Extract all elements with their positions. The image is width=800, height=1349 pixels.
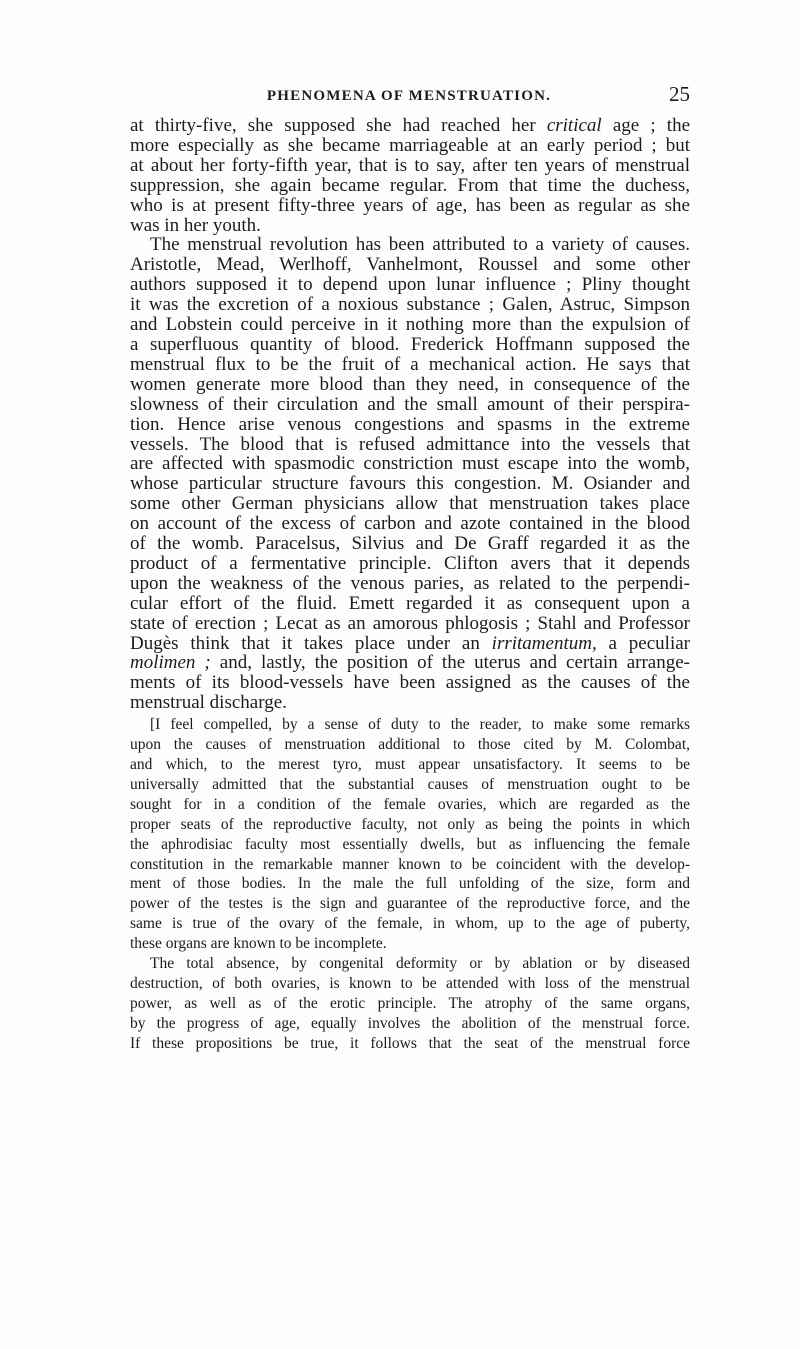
note-line: If these propositions be true, it follows that the seat of the menstrual force [130,1034,690,1052]
text-line: are affected with spasmodic constriction must escape into the womb, [130,453,690,475]
text-line: tion. Hence arise venous congestions and spasms in the extreme [130,413,690,435]
text-line: state of erection ; Lecat as an amorous phlogosis ; Stahl and Professor [130,612,690,634]
note-line: universally admitted that the substantial causes of menstruation ought to be [130,775,690,793]
text-line: Dugès think that it takes place under an irritamentum, a peculiar [130,632,690,654]
text-line: more especially as she became marriageable at an early period ; but [130,134,690,156]
text-line: molimen ; and, lastly, the position of the uterus and certain arrange- [130,652,690,674]
text-line: cular effort of the fluid. Emett regarded it as consequent upon a [130,592,690,614]
text-line: who is at present fifty-three years of age, has been as regular as she [130,194,690,216]
text-line: a superfluous quantity of blood. Frederick Hoffmann supposed the [130,333,690,355]
note-line: destruction, of both ovaries, is known to be attended with loss of the menstrual [130,974,690,992]
text-line: of the womb. Paracelsus, Silvius and De Graff regarded it as the [130,533,690,555]
text-line: Aristotle, Mead, Werlhoff, Vanhelmont, Roussel and some other [130,254,690,276]
text-line: slowness of their circulation and the small amount of their perspira- [130,393,690,415]
text-line: ments of its blood-vessels have been assigned as the causes of the [130,672,690,694]
note-paragraph-1 [130,715,690,954]
note-line: The total absence, by congenital deformity or by ablation or by diseased [150,955,690,973]
text-line: authors supposed it to depend upon lunar influence ; Pliny thought [130,274,690,296]
running-head [130,84,688,108]
paragraph-2 [130,235,690,713]
note-line: same is true of the ovary of the female, in whom, up to the age of puberty, [130,915,690,933]
note-line: ment of those bodies. In the male the full unfolding of the size, form and [130,875,690,893]
text-line: some other German physicians allow that menstruation takes place [130,493,690,515]
note-line: the aphrodisiac faculty most essentially dwells, but as influencing the female [130,835,690,853]
paragraph-1 [130,116,690,235]
text-line: product of a fermentative principle. Clifton avers that it depends [130,552,690,574]
note-line: [I feel compelled, by a sense of duty to the reader, to make some remarks [150,716,690,734]
text-line: menstrual discharge. [130,692,287,714]
editor-note [130,715,690,1053]
text-line: and Lobstein could perceive in it nothing more than the expulsion of [130,314,690,336]
text-line: it was the excretion of a noxious substance ; Galen, Astruc, Simpson [130,294,690,316]
note-line: proper seats of the reproductive faculty, not only as being the points in which [130,815,690,833]
note-line: and which, to the merest tyro, must appear unsatisfactory. It seems to be [130,756,690,773]
text-line: suppression, she again became regular. From that time the duchess, [130,174,690,196]
page-number: 25 [669,82,690,106]
note-line: these organs are known to be incomplete. [130,935,387,953]
text-line: whose particular structure favours this congestion. M. Osiander and [130,473,690,495]
text-line: The menstrual revolution has been attributed to a variety of causes. [150,234,690,256]
note-line: constitution in the remarkable manner known to be coincident with the develop- [130,855,690,873]
note-paragraph-2 [130,954,690,1054]
note-line: power of the testes is the sign and guarantee of the reproductive force, and the [130,895,690,913]
text-line: upon the weakness of the venous paries, as related to the perpendi- [130,572,690,594]
text-line: vessels. The blood that is refused admittance into the vessels that [130,433,690,455]
note-line: sought for in a condition of the female ovaries, which are regarded as the [130,795,690,813]
text-line: on account of the excess of carbon and azote contained in the blood [130,513,690,535]
text-line: menstrual flux to be the fruit of a mechanical action. He says that [130,353,690,375]
note-line: power, as well as of the erotic principle. The atrophy of the same organs, [130,994,690,1012]
note-line: upon the causes of menstruation additional to those cited by M. Colombat, [130,736,690,754]
text-line: was in her youth. [130,214,261,236]
text-line: at about her forty-fifth year, that is to say, after ten years of menstrual [130,154,690,176]
running-title: PHENOMENA OF MENSTRUATION. [266,88,552,104]
main-text [130,116,690,1054]
text-line: at thirty-five, she supposed she had reached her critical age ; the [130,115,691,136]
text-line: women generate more blood than they need, in consequence of the [130,373,690,395]
note-line: by the progress of age, equally involves the abolition of the menstrual force. [130,1014,690,1032]
